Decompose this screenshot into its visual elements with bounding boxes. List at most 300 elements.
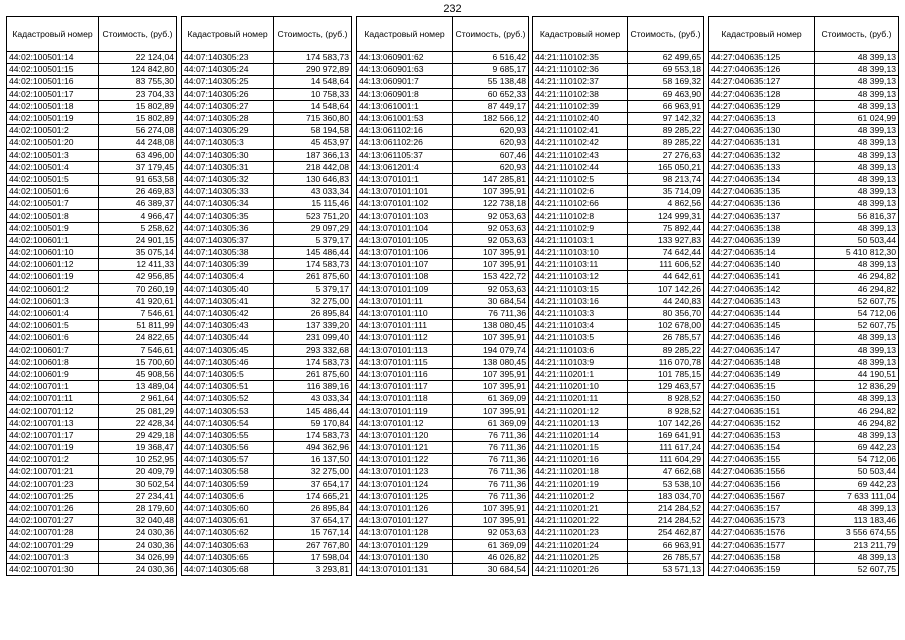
- cadastral-number: 44:02:100701:21: [7, 466, 99, 478]
- table-row: [7, 466, 177, 478]
- cost-value: 66 963,91: [628, 100, 704, 112]
- table-row: [533, 88, 704, 100]
- cadastral-number: 44:21:110102:37: [533, 76, 628, 88]
- cadastral-number: 44:13:060901:62: [357, 52, 453, 64]
- page-number: 232: [443, 3, 462, 15]
- cost-value: 138 080,45: [453, 356, 529, 368]
- cost-value: 61 369,09: [453, 393, 529, 405]
- cost-value: 2 961,64: [99, 393, 177, 405]
- table-row: [357, 283, 529, 295]
- cadastral-number: 44:21:110103:12: [533, 271, 628, 283]
- cost-value: 48 399,13: [815, 259, 899, 271]
- cost-value: 15 700,60: [99, 356, 177, 368]
- table-row: [533, 442, 704, 454]
- table-row: [182, 429, 352, 441]
- table-row: [533, 52, 704, 64]
- cost-value: 48 399,13: [815, 344, 899, 356]
- cadastral-number: 44:07:140305:68: [182, 563, 274, 575]
- cadastral-number: 44:13:070101:119: [357, 405, 453, 417]
- cost-value: 37 654,17: [274, 478, 352, 490]
- table-row: [709, 515, 899, 527]
- table-row: [182, 466, 352, 478]
- cost-value: 116 070,78: [628, 356, 704, 368]
- cadastral-number: 44:13:070101:124: [357, 478, 453, 490]
- cadastral-number: 44:13:070101:112: [357, 332, 453, 344]
- cost-value: 37 654,17: [274, 515, 352, 527]
- cost-value: 62 499,65: [628, 52, 704, 64]
- table-row: [182, 173, 352, 185]
- table-row: [357, 149, 529, 161]
- table-row: [7, 222, 177, 234]
- cadastral-number: 44:13:070101:128: [357, 527, 453, 539]
- cost-value: 51 811,99: [99, 320, 177, 332]
- cadastral-number: 44:27:040635:13: [709, 112, 815, 124]
- table-row: [182, 344, 352, 356]
- table-row: [709, 198, 899, 210]
- number-column-header: Кадастровый номер: [7, 17, 99, 52]
- cost-value: 231 099,40: [274, 332, 352, 344]
- cost-value: 25 081,29: [99, 405, 177, 417]
- table-row: [709, 222, 899, 234]
- cost-value: 213 211,79: [815, 539, 899, 551]
- cost-value: 46 294,82: [815, 417, 899, 429]
- cadastral-number: 44:13:070101:126: [357, 502, 453, 514]
- cadastral-number: 44:07:140305:51: [182, 381, 274, 393]
- table-row: [7, 198, 177, 210]
- table-row: [182, 149, 352, 161]
- table-row: [182, 381, 352, 393]
- cost-value: 174 583,73: [274, 52, 352, 64]
- cadastral-number: 44:27:040635:128: [709, 88, 815, 100]
- table-row: [357, 502, 529, 514]
- cost-value: 34 026,99: [99, 551, 177, 563]
- cost-value: 174 583,73: [274, 429, 352, 441]
- cadastral-number: 44:13:061201:4: [357, 161, 453, 173]
- cost-value: 91 653,58: [99, 173, 177, 185]
- cadastral-number: 44:21:110201:24: [533, 539, 628, 551]
- cadastral-number: 44:27:040635:126: [709, 64, 815, 76]
- table-row: [709, 320, 899, 332]
- cost-value: 52 607,75: [815, 320, 899, 332]
- cost-value: 54 712,06: [815, 454, 899, 466]
- table-row: [533, 161, 704, 173]
- cadastral-number: 44:07:140305:41: [182, 295, 274, 307]
- cost-value: 12 411,33: [99, 259, 177, 271]
- table-row: [533, 247, 704, 259]
- cost-value: 48 399,13: [815, 149, 899, 161]
- table-row: [182, 198, 352, 210]
- cost-value: 261 875,60: [274, 271, 352, 283]
- cadastral-number: 44:13:070101:118: [357, 393, 453, 405]
- cost-value: 12 836,29: [815, 381, 899, 393]
- cost-value: 15 802,89: [99, 100, 177, 112]
- cost-value: 14 548,64: [274, 100, 352, 112]
- table-row: [357, 198, 529, 210]
- table-row: [533, 76, 704, 88]
- cadastral-number: 44:27:040635:1556: [709, 466, 815, 478]
- cadastral-number: 44:27:040635:136: [709, 198, 815, 210]
- cadastral-number: 44:13:061001:53: [357, 112, 453, 124]
- table-row: [182, 234, 352, 246]
- cost-value: 254 462,87: [628, 527, 704, 539]
- cadastral-number: 44:02:100501:20: [7, 137, 99, 149]
- cost-value: 5 379,17: [274, 283, 352, 295]
- cost-value: 17 598,04: [274, 551, 352, 563]
- table-row: [7, 320, 177, 332]
- table-row: [709, 161, 899, 173]
- cost-value: 111 617,24: [628, 442, 704, 454]
- cadastral-number: 44:02:100501:14: [7, 52, 99, 64]
- table-row: [357, 551, 529, 563]
- cost-value: 494 362,96: [274, 442, 352, 454]
- cost-value: 48 399,13: [815, 502, 899, 514]
- cost-value: 76 711,36: [453, 442, 529, 454]
- cost-column-header: Стоимость, (руб.): [453, 17, 529, 52]
- table-row: [709, 283, 899, 295]
- table-row: [357, 368, 529, 380]
- cadastral-number: 44:07:140305:38: [182, 247, 274, 259]
- cost-value: 35 075,14: [99, 247, 177, 259]
- cadastral-number: 44:13:070101:123: [357, 466, 453, 478]
- table-row: [7, 429, 177, 441]
- table-row: [7, 100, 177, 112]
- cost-value: 107 395,91: [453, 381, 529, 393]
- cadastral-number: 44:21:110103:15: [533, 283, 628, 295]
- cost-value: 113 183,46: [815, 515, 899, 527]
- table-row: [182, 88, 352, 100]
- cadastral-number: 44:21:110201:13: [533, 417, 628, 429]
- cost-value: 107 142,26: [628, 283, 704, 295]
- cost-value: 44 248,08: [99, 137, 177, 149]
- cadastral-table-1: [6, 16, 177, 576]
- cadastral-number: 44:27:040635:1573: [709, 515, 815, 527]
- cadastral-number: 44:07:140305:27: [182, 100, 274, 112]
- cost-value: 69 442,23: [815, 442, 899, 454]
- cost-value: 92 053,63: [453, 283, 529, 295]
- table-row: [7, 64, 177, 76]
- cost-value: 30 684,54: [453, 295, 529, 307]
- table-row: [709, 478, 899, 490]
- cadastral-number: 44:27:040635:159: [709, 563, 815, 575]
- cadastral-number: 44:02:100701:27: [7, 515, 99, 527]
- cadastral-number: 44:02:100701:3: [7, 551, 99, 563]
- table-row: [357, 76, 529, 88]
- table-row: [182, 137, 352, 149]
- cadastral-number: 44:07:140305:4: [182, 271, 274, 283]
- cadastral-number: 44:07:140305:59: [182, 478, 274, 490]
- cost-value: 52 607,75: [815, 563, 899, 575]
- table-row: [357, 539, 529, 551]
- table-row: [533, 344, 704, 356]
- cost-value: 169 641,91: [628, 429, 704, 441]
- cost-value: 107 395,91: [453, 332, 529, 344]
- table-row: [533, 429, 704, 441]
- cost-value: 32 040,48: [99, 515, 177, 527]
- table-row: [357, 210, 529, 222]
- cost-value: 55 138,48: [453, 76, 529, 88]
- cost-value: 89 285,22: [628, 344, 704, 356]
- cost-value: 44 642,61: [628, 271, 704, 283]
- table-row: [709, 52, 899, 64]
- cadastral-number: 44:02:100601:12: [7, 259, 99, 271]
- cadastral-number: 44:21:110201:2: [533, 490, 628, 502]
- cadastral-number: 44:07:140305:36: [182, 222, 274, 234]
- cadastral-number: 44:13:070101:12: [357, 417, 453, 429]
- cost-value: 7 546,61: [99, 307, 177, 319]
- table-row: [7, 259, 177, 271]
- table-row: [709, 442, 899, 454]
- cadastral-number: 44:02:100601:8: [7, 356, 99, 368]
- cost-value: 3 293,81: [274, 563, 352, 575]
- table-row: [533, 393, 704, 405]
- cost-value: 22 428,34: [99, 417, 177, 429]
- table-row: [709, 125, 899, 137]
- cost-value: 76 711,36: [453, 478, 529, 490]
- cost-value: 16 137,50: [274, 454, 352, 466]
- cost-value: 124 999,31: [628, 210, 704, 222]
- table-row: [7, 210, 177, 222]
- table-row: [709, 332, 899, 344]
- cost-value: 76 711,36: [453, 490, 529, 502]
- cadastral-number: 44:02:100701:25: [7, 490, 99, 502]
- cost-value: 14 548,64: [274, 76, 352, 88]
- table-row: [182, 52, 352, 64]
- cost-value: 26 785,57: [628, 551, 704, 563]
- cadastral-number: 44:13:070101:113: [357, 344, 453, 356]
- table-row: [182, 161, 352, 173]
- cadastral-number: 44:13:070101:101: [357, 186, 453, 198]
- cost-value: 75 892,44: [628, 222, 704, 234]
- cadastral-number: 44:07:140305:29: [182, 125, 274, 137]
- table-row: [357, 247, 529, 259]
- table-row: [357, 356, 529, 368]
- cadastral-number: 44:02:100501:3: [7, 149, 99, 161]
- cadastral-number: 44:13:061001:1: [357, 100, 453, 112]
- cadastral-number: 44:07:140305:52: [182, 393, 274, 405]
- table-row: [709, 137, 899, 149]
- cadastral-number: 44:21:110201:15: [533, 442, 628, 454]
- cost-value: 50 503,44: [815, 466, 899, 478]
- table-row: [7, 173, 177, 185]
- cadastral-number: 44:13:070101:117: [357, 381, 453, 393]
- cost-value: 48 399,13: [815, 137, 899, 149]
- cost-value: 174 583,73: [274, 259, 352, 271]
- cost-value: 92 053,63: [453, 222, 529, 234]
- table-row: [709, 393, 899, 405]
- cost-value: 22 124,04: [99, 52, 177, 64]
- cost-value: 69 463,90: [628, 88, 704, 100]
- cadastral-number: 44:07:140305:61: [182, 515, 274, 527]
- table-row: [357, 307, 529, 319]
- table-row: [357, 454, 529, 466]
- cadastral-number: 44:07:140305:40: [182, 283, 274, 295]
- cost-value: 32 275,00: [274, 295, 352, 307]
- table-row: [709, 259, 899, 271]
- table-row: [533, 137, 704, 149]
- table-row: [7, 112, 177, 124]
- table-row: [357, 88, 529, 100]
- table-row: [7, 125, 177, 137]
- cadastral-number: 44:02:100601:2: [7, 283, 99, 295]
- cost-value: 130 646,83: [274, 173, 352, 185]
- table-row: [533, 307, 704, 319]
- cadastral-number: 44:13:070101:125: [357, 490, 453, 502]
- table-row: [709, 344, 899, 356]
- cost-value: 261 875,60: [274, 368, 352, 380]
- table-row: [182, 222, 352, 234]
- table-row: [182, 502, 352, 514]
- cadastral-number: 44:02:100501:9: [7, 222, 99, 234]
- cost-value: 187 366,13: [274, 149, 352, 161]
- cadastral-number: 44:21:110102:40: [533, 112, 628, 124]
- cadastral-number: 44:21:110103:4: [533, 320, 628, 332]
- table-header-row: [709, 17, 899, 52]
- table-row: [533, 100, 704, 112]
- cadastral-number: 44:13:060901:7: [357, 76, 453, 88]
- cost-value: 214 284,52: [628, 502, 704, 514]
- cost-value: 107 395,91: [453, 368, 529, 380]
- cost-value: 54 712,06: [815, 307, 899, 319]
- cadastral-number: 44:07:140305:46: [182, 356, 274, 368]
- cost-value: 56 816,37: [815, 210, 899, 222]
- cadastral-number: 44:07:140305:24: [182, 64, 274, 76]
- table-header-row: [7, 17, 177, 52]
- table-row: [182, 283, 352, 295]
- cadastral-number: 44:13:070101:121: [357, 442, 453, 454]
- cadastral-number: 44:02:100701:13: [7, 417, 99, 429]
- cost-value: 32 275,00: [274, 466, 352, 478]
- cadastral-number: 44:27:040635:156: [709, 478, 815, 490]
- cost-value: 63 496,00: [99, 149, 177, 161]
- table-row: [7, 332, 177, 344]
- cost-value: 138 080,45: [453, 320, 529, 332]
- cadastral-number: 44:13:070101:129: [357, 539, 453, 551]
- table-row: [533, 527, 704, 539]
- table-row: [7, 405, 177, 417]
- table-row: [533, 320, 704, 332]
- cost-value: 80 356,70: [628, 307, 704, 319]
- cost-value: 46 026,82: [453, 551, 529, 563]
- cost-value: 46 389,37: [99, 198, 177, 210]
- cost-value: 107 395,91: [453, 502, 529, 514]
- table-row: [7, 161, 177, 173]
- table-row: [533, 515, 704, 527]
- cadastral-number: 44:27:040635:140: [709, 259, 815, 271]
- cost-value: 69 442,23: [815, 478, 899, 490]
- cost-value: 48 399,13: [815, 429, 899, 441]
- cost-value: 50 503,44: [815, 234, 899, 246]
- cost-value: 5 258,62: [99, 222, 177, 234]
- cadastral-number: 44:21:110201:1: [533, 368, 628, 380]
- cost-value: 92 053,63: [453, 210, 529, 222]
- cost-value: 8 928,52: [628, 405, 704, 417]
- cadastral-number: 44:13:070101:107: [357, 259, 453, 271]
- cadastral-number: 44:21:110102:9: [533, 222, 628, 234]
- cadastral-number: 44:02:100501:19: [7, 112, 99, 124]
- cadastral-number: 44:07:140305:5: [182, 368, 274, 380]
- cost-value: 267 767,80: [274, 539, 352, 551]
- table-row: [7, 295, 177, 307]
- cost-value: 15 115,46: [274, 198, 352, 210]
- table-row: [182, 442, 352, 454]
- table-row: [7, 393, 177, 405]
- table-row: [709, 100, 899, 112]
- cadastral-number: 44:02:100601:1: [7, 234, 99, 246]
- number-column-header: Кадастровый номер: [182, 17, 274, 52]
- cadastral-number: 44:27:040635:152: [709, 417, 815, 429]
- cadastral-number: 44:21:110102:35: [533, 52, 628, 64]
- table-row: [709, 490, 899, 502]
- cadastral-number: 44:27:040635:1567: [709, 490, 815, 502]
- table-row: [533, 112, 704, 124]
- table-row: [182, 259, 352, 271]
- table-row: [357, 100, 529, 112]
- cadastral-number: 44:07:140305:37: [182, 234, 274, 246]
- cost-value: 46 294,82: [815, 271, 899, 283]
- cost-value: 214 284,52: [628, 515, 704, 527]
- cadastral-number: 44:21:110102:6: [533, 186, 628, 198]
- cadastral-number: 44:13:070101:115: [357, 356, 453, 368]
- cost-value: 5 379,17: [274, 234, 352, 246]
- cadastral-number: 44:07:140305:25: [182, 76, 274, 88]
- cost-value: 7 633 111,04: [815, 490, 899, 502]
- cadastral-number: 44:21:110201:12: [533, 405, 628, 417]
- cost-value: 6 516,42: [453, 52, 529, 64]
- table-row: [533, 490, 704, 502]
- table-row: [182, 307, 352, 319]
- table-row: [182, 247, 352, 259]
- cadastral-number: 44:13:070101:103: [357, 210, 453, 222]
- table-row: [182, 76, 352, 88]
- table-row: [709, 173, 899, 185]
- table-row: [533, 295, 704, 307]
- cadastral-number: 44:07:140305:35: [182, 210, 274, 222]
- cadastral-number: 44:27:040635:153: [709, 429, 815, 441]
- table-row: [182, 527, 352, 539]
- cadastral-number: 44:02:100501:8: [7, 210, 99, 222]
- cadastral-number: 44:21:110201:25: [533, 551, 628, 563]
- cadastral-number: 44:02:100501:2: [7, 125, 99, 137]
- table-row: [533, 64, 704, 76]
- cadastral-number: 44:27:040635:130: [709, 125, 815, 137]
- cost-value: 76 711,36: [453, 466, 529, 478]
- cadastral-number: 44:07:140305:3: [182, 137, 274, 149]
- table-row: [7, 88, 177, 100]
- table-row: [182, 551, 352, 563]
- table-row: [182, 490, 352, 502]
- cadastral-number: 44:13:070101:11: [357, 295, 453, 307]
- cost-value: 107 142,26: [628, 417, 704, 429]
- table-row: [357, 234, 529, 246]
- cadastral-number: 44:27:040635:154: [709, 442, 815, 454]
- cadastral-number: 44:02:100501:18: [7, 100, 99, 112]
- table-row: [709, 88, 899, 100]
- table-row: [357, 125, 529, 137]
- table-row: [709, 417, 899, 429]
- table-row: [709, 234, 899, 246]
- cadastral-number: 44:21:110102:39: [533, 100, 628, 112]
- table-row: [357, 393, 529, 405]
- cost-value: 107 395,91: [453, 186, 529, 198]
- cost-value: 102 678,00: [628, 320, 704, 332]
- cost-value: 48 399,13: [815, 393, 899, 405]
- cadastral-number: 44:07:140305:56: [182, 442, 274, 454]
- cadastral-number: 44:27:040635:157: [709, 502, 815, 514]
- cost-column-header: Стоимость, (руб.): [628, 17, 704, 52]
- cost-value: 15 802,89: [99, 112, 177, 124]
- table-row: [709, 381, 899, 393]
- cost-value: 48 399,13: [815, 100, 899, 112]
